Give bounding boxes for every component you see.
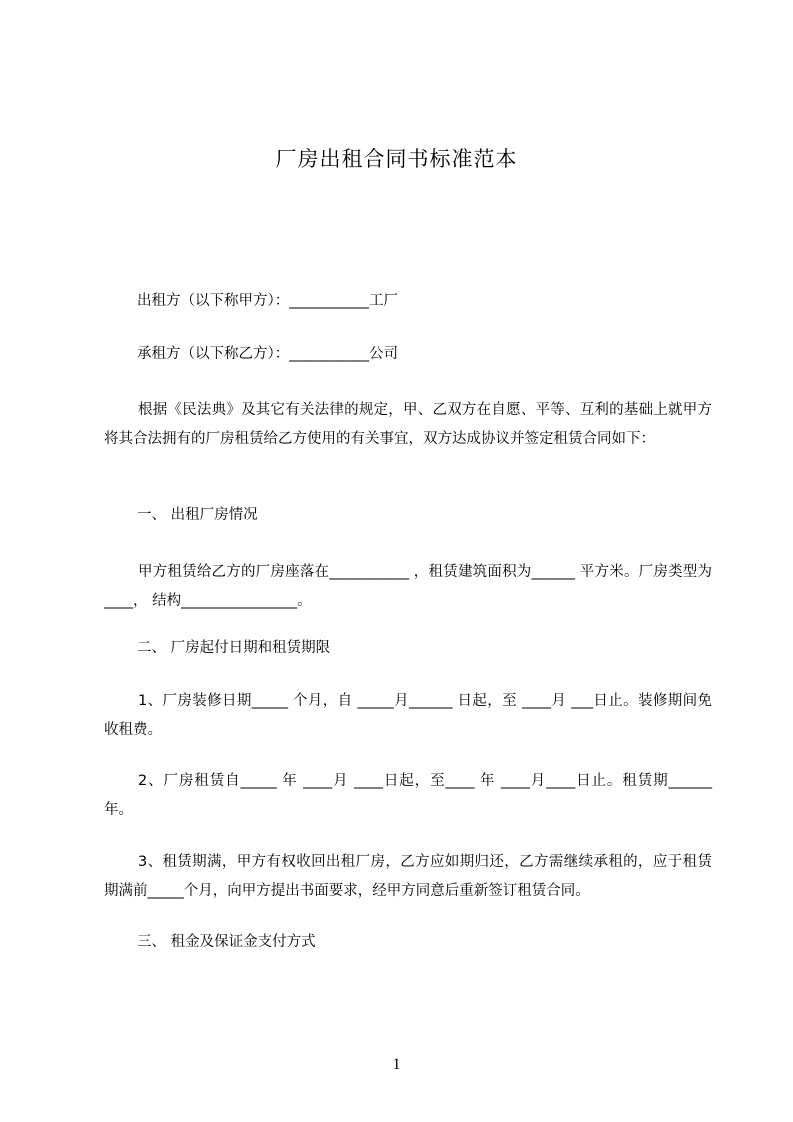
page-number: 1 [392,1056,401,1073]
party-a-line: 出租方（以下称甲方）：___________工厂 [137,293,398,309]
section-3-heading: 三、 租金及保证金支付方式 [137,934,316,950]
section-2-heading: 二、 厂房起付日期和租赁期限 [137,640,331,656]
preamble-paragraph: 根据《民法典》及其它有关法律的规定，甲、乙双方在自愿、平等、互利的基础上就甲方将其合法拥有的厂房租赁给乙方使用的有关事宜，双方达成协议并签定租赁合同如下： [104,402,712,447]
document-title: 厂房出租合同书标准范本 [275,147,518,171]
section-2-paragraph-3: 3、租赁期满，甲方有权收回出租厂房，乙方应如期归还，乙方需继续承租的，应于租赁期满前_____个月，向甲方提出书面要求，经甲方同意后重新签订租赁合同。 [104,854,712,899]
section-2-paragraph-1: 1、厂房装修日期_____ 个月，自 _____月______ 日起，至 ____月 ___日止。装修期间免收租费。 [104,693,712,738]
party-b-line: 承租方（以下称乙方）：___________公司 [137,346,398,362]
section-1-paragraph-1: 甲方租赁给乙方的厂房座落在___________ ，租赁建筑面积为______ 平方米。厂房类型为____， 结构________________。 [104,564,712,609]
section-2-paragraph-2: 2、厂房租赁自_____ 年 ____月 ____日起，至____ 年 ____月____日止。租赁期______年。 [104,773,712,818]
section-1-heading: 一、 出租厂房情况 [137,507,258,523]
